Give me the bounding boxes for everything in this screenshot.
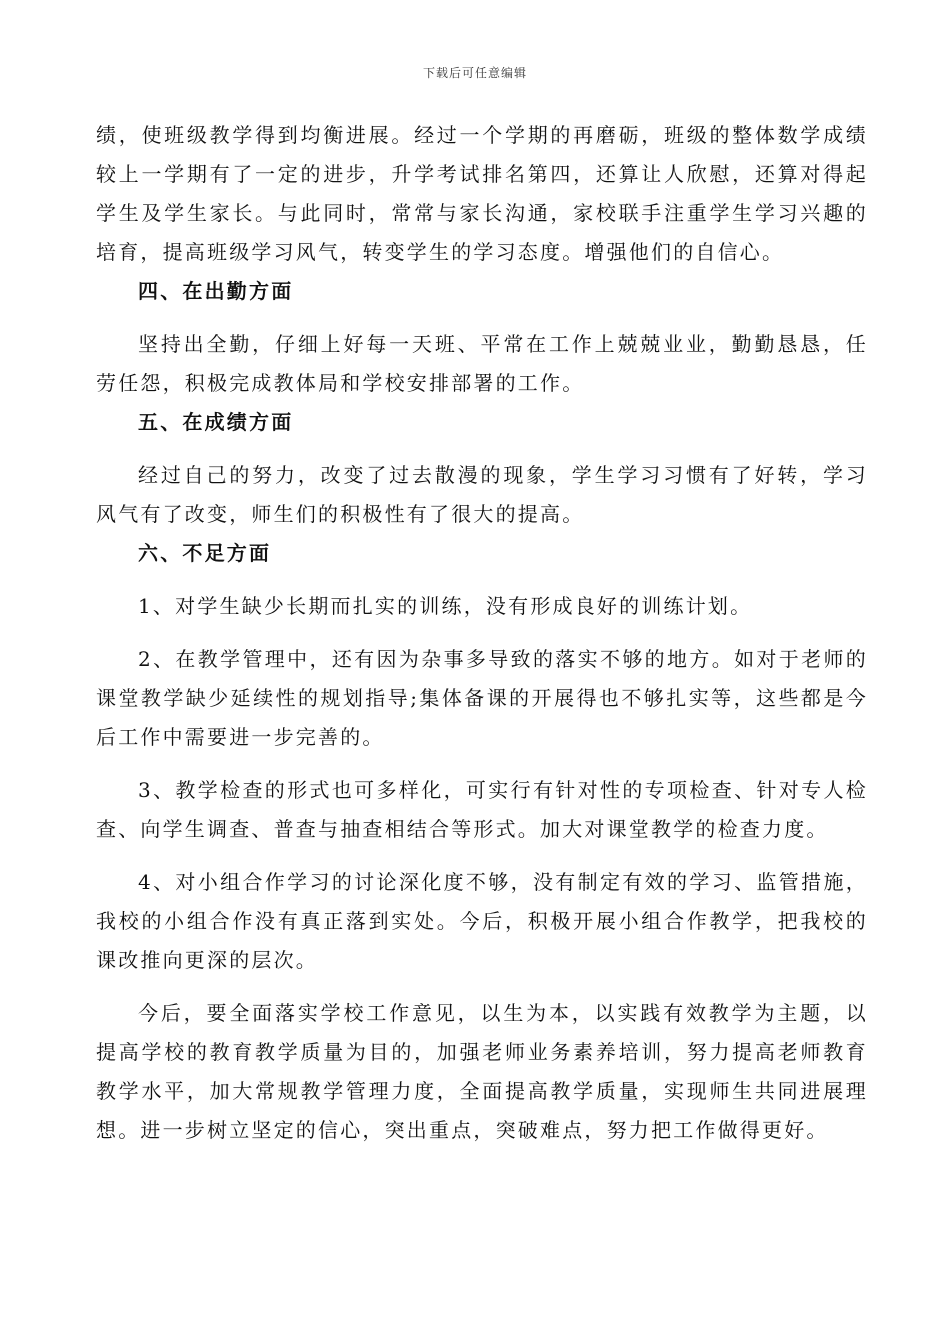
document-body	[96, 116, 868, 1150]
list-item-4: 4、对小组合作学习的讨论深化度不够，没有制定有效的学习、监管措施，我校的小组合作没有真正落到实处。今后，积极开展小组合作教学，把我校的课改推向更深的层次。	[96, 870, 868, 972]
list-item-2: 2、在教学管理中，还有因为杂事多导致的落实不够的地方。如对于老师的课堂教学缺少延续性的规划指导;集体备课的开展得也不够扎实等，这些都是今后工作中需要进一步完善的。	[96, 647, 868, 749]
paragraph-intro: 绩，使班级教学得到均衡进展。经过一个学期的再磨砺，班级的整体数学成绩较上一学期有了一定的进步，升学考试排名第四，还算让人欣慰，还算对得起学生及学生家长。与此同时，常常与家长沟通，家校联手注重学生学习兴趣的培育，提高班级学习风气，转变学生的学习态度。增强他们的自信心。	[96, 123, 868, 264]
section-heading-results: 五、在成绩方面	[138, 410, 294, 434]
list-item-1: 1、对学生缺少长期而扎实的训练，没有形成良好的训练计划。	[138, 594, 753, 618]
paragraph-conclusion: 今后，要全面落实学校工作意见，以生为本，以实践有效教学为主题，以提高学校的教育教学质量为目的，加强老师业务素养培训，努力提高老师教育教学水平，加大常规教学管理力度，全面提高教学质量，实现师生共同进展理想。进一步树立坚定的信心，突出重点，突破难点，努力把工作做得更好。	[96, 1001, 868, 1142]
section-heading-shortcomings: 六、不足方面	[138, 541, 272, 565]
paragraph-attendance: 坚持出全勤，仔细上好每一天班、平常在工作上兢兢业业，勤勤恳恳，任劳任怨，积极完成教体局和学校安排部署的工作。	[96, 332, 868, 395]
section-heading-attendance: 四、在出勤方面	[138, 279, 294, 303]
paragraph-results: 经过自己的努力，改变了过去散漫的现象，学生学习习惯有了好转，学习风气有了改变，师生们的积极性有了很大的提高。	[96, 463, 868, 526]
list-item-3: 3、教学检查的形式也可多样化，可实行有针对性的专项检查、针对专人检查、向学生调查、普查与抽查相结合等形式。加大对课堂教学的检查力度。	[96, 778, 868, 841]
header-note: 下载后可任意编辑	[422, 66, 527, 80]
